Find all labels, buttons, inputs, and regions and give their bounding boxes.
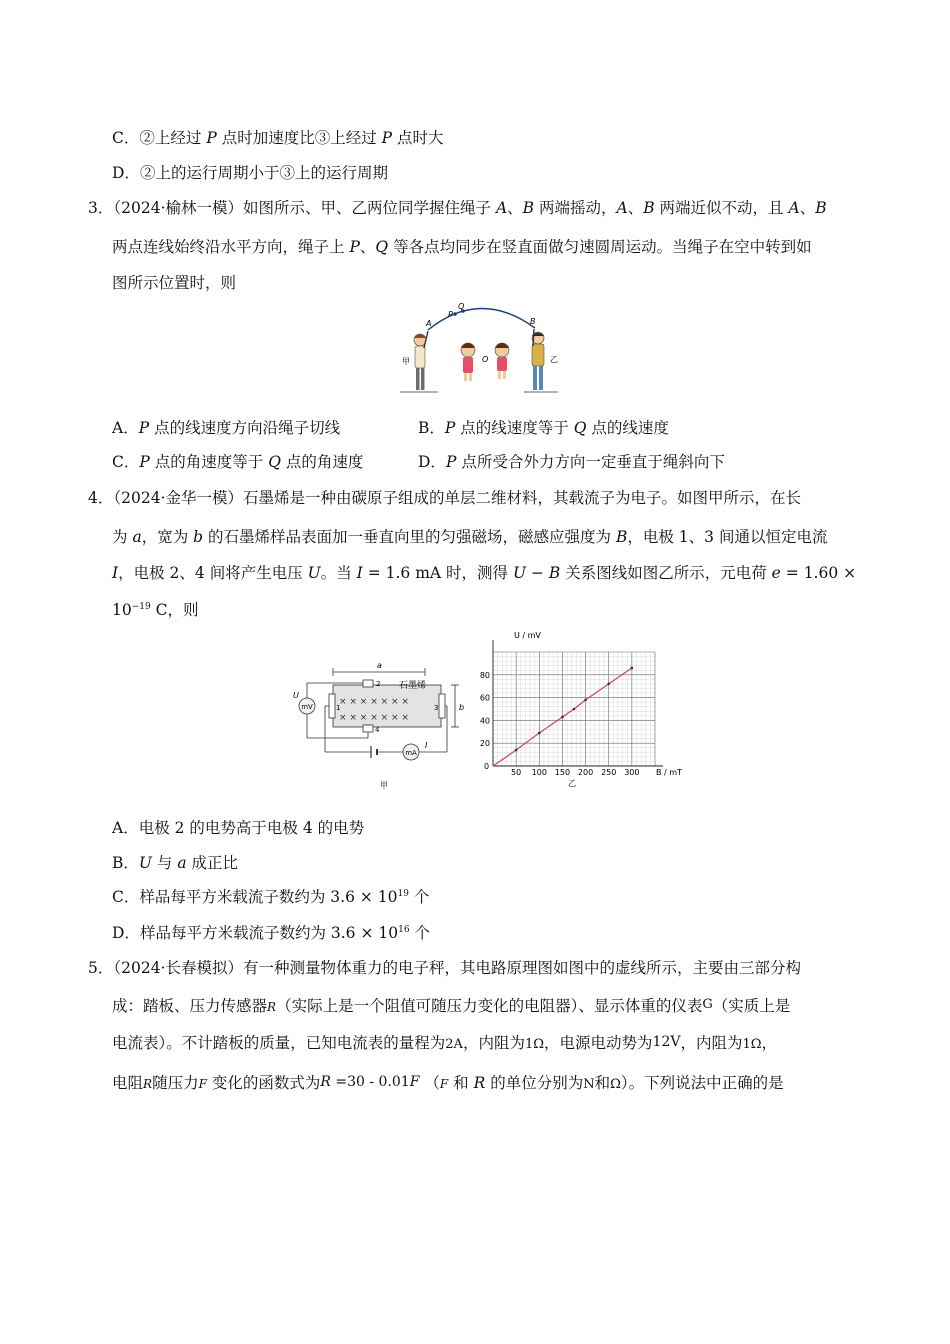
label-graphene: 石墨烯: [399, 681, 427, 691]
x-tick-label: 300: [624, 768, 640, 777]
label-b: B: [530, 317, 536, 326]
q4-chart-yi: [478, 628, 693, 793]
data-point: [561, 716, 564, 719]
q3-stem-line1: 3．（2024·榆林一模）如图所示、甲、乙两位同学握住绳子 A、B 两端摇动，A、B 两端近似不动，且 A、B: [88, 199, 827, 217]
q3-option-b: B．P 点的线速度等于 Q 点的线速度: [418, 419, 669, 437]
q4-option-a: A．电极 2 的电势高于电极 4 的电势: [112, 819, 365, 837]
label-u: U: [293, 691, 299, 700]
q2-option-c: C．②上经过 P 点时加速度比③上经过 P 点时大: [112, 129, 444, 147]
q4-stem-line2: 为 a，宽为 b 的石墨烯样品表面加一垂直向里的匀强磁场，磁感应强度为 B，电极 1、3 间通以恒定电流: [112, 528, 828, 546]
x-tick-label: 250: [601, 768, 617, 777]
y-axis-label: U / mV: [514, 631, 541, 640]
label-ma: mA: [405, 749, 417, 757]
child-right: [495, 343, 509, 379]
q4-option-d: D．样品每平方米载流子数约为 $3.6 \times 10^{16}$ 个: [112, 924, 430, 942]
q5-stem-line4: 电阻R随压力F 变化的函数式为R =30 - 0.01F （F 和 R 的单位分别为N和Ω）。下列说法中正确的是: [112, 1074, 784, 1092]
q4-option-c: C．样品每平方米载流子数约为 $3.6 \times 10^{19}$ 个: [112, 888, 430, 906]
x-tick-label: 100: [531, 768, 547, 777]
caption-jia: 甲: [380, 781, 388, 790]
label-a: a: [377, 661, 382, 670]
label-electrode-1: 1: [336, 704, 341, 712]
q3-option-a: A．P 点的线速度方向沿绳子切线: [112, 419, 341, 437]
rope: [428, 308, 535, 330]
label-electrode-3: 3: [434, 704, 439, 712]
y-tick-label: 80: [479, 670, 490, 680]
q4-option-b: B．U 与 a 成正比: [112, 854, 239, 872]
caption-yi: 乙: [568, 779, 576, 788]
data-point: [515, 749, 518, 752]
q3-stem-line2: 两点连线始终沿水平方向，绳子上 P、Q 等各点均同步在竖直面做匀速圆周运动。当绳子在空中转到如: [112, 238, 812, 256]
data-point: [607, 683, 610, 686]
q5-stem-line1: 5．（2024·长春模拟）有一种测量物体重力的电子秤，其电路原理图如图中的虚线所示，主要由三部分构: [88, 959, 802, 977]
label-yi: 乙: [550, 355, 558, 364]
q4-figure-jia: [285, 660, 475, 795]
x-axis-label: B / mT: [656, 768, 682, 777]
q2-option-d: D．②上的运行周期小于③上的运行周期: [112, 164, 388, 182]
label-b: b: [459, 703, 465, 712]
label-mv: mV: [301, 703, 313, 711]
x-tick-label: 150: [554, 768, 571, 777]
svg-text:× × × × × × ×: × × × × × × ×: [339, 697, 409, 707]
label-a: A: [426, 319, 432, 328]
y-tick-label: 40: [479, 716, 490, 726]
x-tick-label: 50: [511, 768, 522, 777]
q4-stem-line3: I，电极 2、4 间将产生电压 U。当 I = 1.6 mA 时，测得 U − B 关系图线如图乙所示，元电荷 e = 1.60 ×: [112, 564, 857, 582]
q4-stem-line1: 4．（2024·金华一模）石墨烯是一种由碳原子组成的单层二维材料，其载流子为电子。如图甲所示，在长: [88, 489, 802, 507]
svg-text:× × × × × × ×: × × × × × × ×: [339, 713, 409, 723]
data-point: [538, 732, 541, 735]
data-point: [584, 699, 587, 702]
q5-stem-line3: 电流表）。不计踏板的质量，已知电流表的量程为2A，内阻为1Ω，电源电动势为12V，内阻为1Ω，: [112, 1034, 778, 1052]
q4-stem-line4: $10^{-19}$ C，则: [112, 601, 199, 619]
data-point: [631, 667, 634, 670]
x-tick-label: 200: [577, 768, 594, 777]
q3-option-c: C．P 点的角速度等于 Q 点的角速度: [112, 453, 364, 471]
label-electrode-4: 4: [375, 726, 380, 734]
label-q: Q: [458, 302, 465, 311]
q3-figure: [398, 300, 563, 396]
label-i: I: [425, 741, 428, 750]
label-o: O: [482, 355, 489, 364]
label-jia: 甲: [402, 357, 410, 366]
q3-option-d: D．P 点所受合外力方向一定垂直于绳斜向下: [418, 453, 725, 471]
data-point: [573, 708, 576, 711]
label-p: P: [448, 310, 453, 319]
origin-label: 0: [484, 762, 490, 771]
label-electrode-2: 2: [376, 680, 381, 688]
q5-stem-line2: 成：踏板、压力传感器R（实际上是一个阻值可随压力变化的电阻器）、显示体重的仪表G（实质上是: [112, 997, 791, 1015]
child-left: [461, 343, 475, 381]
point-p: [453, 312, 457, 316]
y-tick-label: 20: [479, 739, 490, 749]
q3-stem-line3: 图所示位置时，则: [112, 274, 237, 292]
y-tick-label: 60: [479, 693, 490, 703]
